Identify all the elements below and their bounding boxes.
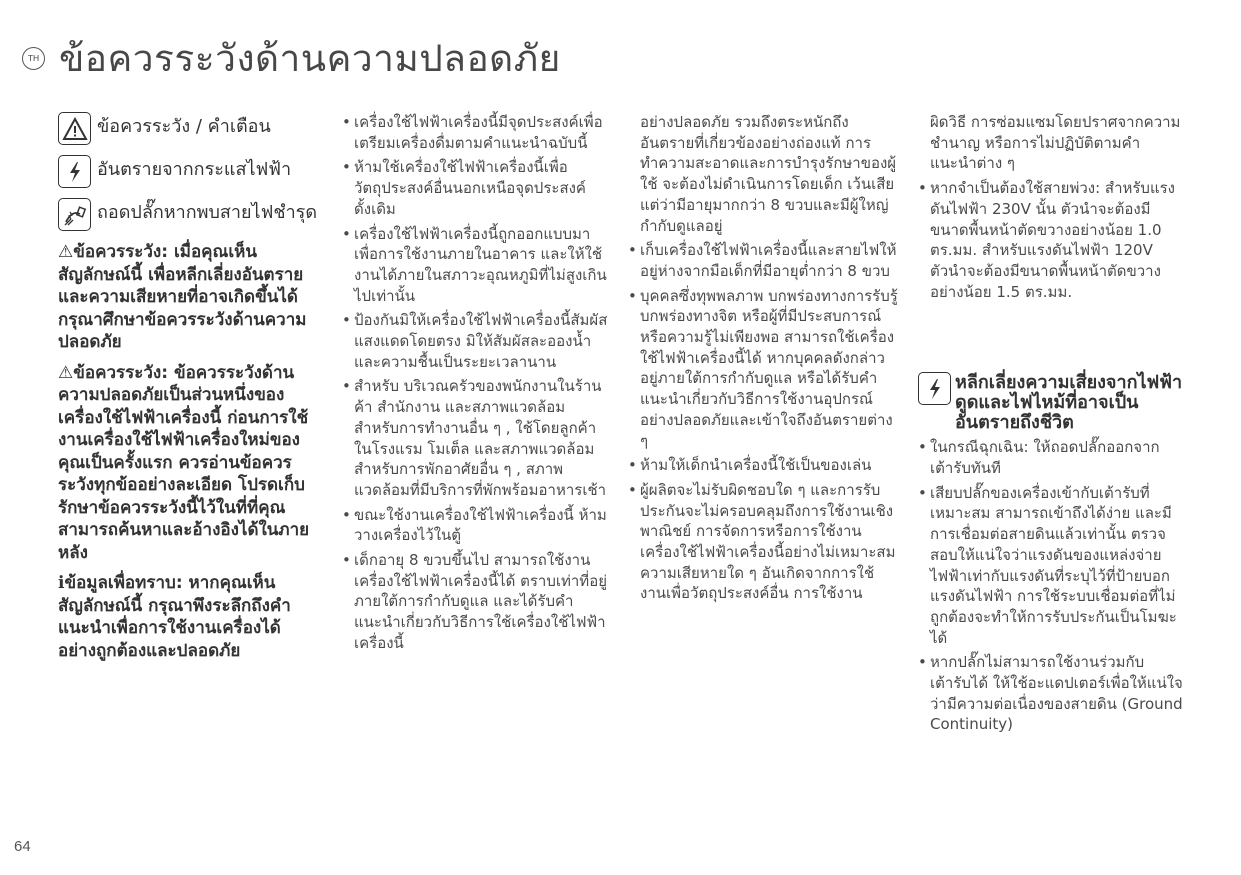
- list-item: • เสียบปลั๊กของเครื่องเข้ากับเต้ารับที่เหมาะสม สามารถเข้าถึงได้ง่าย และมีการเชื่อมต่อสายดินแล้วเท่านั้น ตรวจสอบให้แน่ใจว่าแรงดันของแหล่งจ่ายไฟฟ้าเท่ากับแรงดันที่ระบุไว้ที่ป้ายบอกแรงดันไฟฟ้า การใช้ระบบเชื่อมต่อที่ไม่ถูกต้องจะทำให้การรับประกันเป็นโมฆะได้: [918, 483, 1183, 649]
- electric-bolt-icon: [918, 372, 951, 405]
- electric-bolt-icon: [58, 155, 91, 188]
- column-2: [342, 112, 610, 658]
- list-item: • ป้องกันมิให้เครื่องใช้ไฟฟ้าเครื่องนี้สัมผัสแสงแดดโดยตรง มิให้สัมผัสละอองน้ำและความชื้นเป็นระยะเวลานาน: [342, 310, 610, 372]
- safety-list: [628, 240, 898, 604]
- list-item: • ห้ามให้เด็กนำเครื่องนี้ใช้เป็นของเล่น: [628, 455, 898, 476]
- list-item: • สำหรับ บริเวณครัวของพนักงานในร้านค้า สำนักงาน และสภาพแวดล้อมสำหรับการทำงานอื่น ๆ , ใช้โดยลูกค้าในโรงแรม โมเต็ล และสภาพแวดล้อมสำหรับการพักอาศัยอื่น ๆ , สภาพแวดล้อมที่มีบริการที่พักพร้อมอาหารเช้า: [342, 376, 610, 500]
- page-header: [22, 28, 561, 88]
- safety-list: [918, 178, 1183, 302]
- page-number: 64: [14, 838, 31, 855]
- continued-text: ผิดวิธี การซ่อมแซมโดยปราศจากความชำนาญ หรือการไม่ปฏิบัติตามคำแนะนำต่าง ๆ: [930, 113, 1181, 173]
- list-item: • ห้ามใช้เครื่องใช้ไฟฟ้าเครื่องนี้เพื่อวัตถุประสงค์อื่นนอกเหนือจุดประสงค์ดั้งเดิม: [342, 157, 610, 219]
- legend-item-unplug: [58, 198, 318, 231]
- warning-triangle-icon: [58, 112, 91, 145]
- legend-label: ถอดปลั๊กหากพบสายไฟชำรุด: [97, 202, 318, 223]
- language-badge: TH: [22, 47, 45, 70]
- caution-notice: ⚠ข้อควรระวัง: ข้อควรระวังด้านความปลอดภัยเป็นส่วนหนึ่งของเครื่องใช้ไฟฟ้าเครื่องนี้ ก่อนการใช้งานเครื่องใช้ไฟฟ้าเครื่องใหม่ของคุณเป็นครั้งแรก ควรอ่านข้อควรระวังทุกข้ออย่างละเอียด โปรดเก็บรักษาข้อควรระวังนี้ไว้ในที่ที่คุณสามารถค้นหาและอ้างอิงได้ในภายหลัง: [58, 362, 310, 563]
- legend-label: อันตรายจากกระแสไฟฟ้า: [97, 159, 292, 180]
- list-item: • ในกรณีฉุกเฉิน: ให้ถอดปลั๊กออกจากเต้ารับทันที: [918, 437, 1183, 478]
- continued-text: อย่างปลอดภัย รวมถึงตระหนักถึงอันตรายที่เกี่ยวข้องอย่างถ่องแท้ การทำความสะอาดและการบำรุงรักษาของผู้ใช้ จะต้องไม่ดำเนินการโดยเด็ก เว้นเสียแต่ว่ามีอายุมากกว่า 8 ขวบและมีผู้ใหญ่กำกับดูแลอยู่: [640, 113, 897, 235]
- info-notice: ℹข้อมูลเพื่อทราบ: หากคุณเห็นสัญลักษณ์นี้ กรุณาพึงระลึกถึงคำแนะนำเพื่อการใช้งานเครื่องได้อย่างถูกต้องและปลอดภัย: [58, 573, 291, 661]
- page-title: ข้อควรระวังด้านความปลอดภัย: [59, 36, 561, 80]
- column-3: [628, 112, 898, 608]
- column-4: [918, 112, 1183, 739]
- legend-item-electric: [58, 155, 318, 188]
- damaged-cord-unplug-icon: [58, 198, 91, 231]
- list-item: • หากปลั๊กไม่สามารถใช้งานร่วมกับเต้ารับได้ ให้ใช้อะแดปเตอร์เพื่อให้แน่ใจว่ามีความต่อเนื่องของสายดิน (Ground Continuity): [918, 652, 1183, 735]
- list-item: • เครื่องใช้ไฟฟ้าเครื่องนี้มีจุดประสงค์เพื่อเตรียมเครื่องดื่มตามคำแนะนำฉบับนี้: [342, 112, 610, 153]
- legend-item-warning: [58, 112, 318, 145]
- electric-section-header: [918, 372, 1183, 433]
- legend-label: ข้อควรระวัง / คำเตือน: [97, 116, 271, 137]
- list-item: • ผู้ผลิตจะไม่รับผิดชอบใด ๆ และการรับประกันจะไม่ครอบคลุมถึงการใช้งานเชิงพาณิชย์ การจัดการหรือการใช้งานเครื่องใช้ไฟฟ้าเครื่องนี้อย่างไม่เหมาะสม ความเสียหายใด ๆ อันเกิดจากการใช้งานเพื่อวัตถุประสงค์อื่น การใช้งาน: [628, 480, 898, 604]
- safety-list: [918, 437, 1183, 735]
- column-legend: [58, 112, 318, 670]
- list-item: • ขณะใช้งานเครื่องใช้ไฟฟ้าเครื่องนี้ ห้ามวางเครื่องไว้ในตู้: [342, 505, 610, 546]
- list-item: • เก็บเครื่องใช้ไฟฟ้าเครื่องนี้และสายไฟให้อยู่ห่างจากมือเด็กที่มีอายุต่ำกว่า 8 ขวบ: [628, 240, 898, 281]
- safety-list: [342, 112, 610, 654]
- list-item: • เครื่องใช้ไฟฟ้าเครื่องนี้ถูกออกแบบมาเพื่อการใช้งานภายในอาคาร และให้ใช้งานได้ภายในสภาวะอุณหภูมิที่ไม่สูงเกินไปเท่านั้น: [342, 224, 610, 307]
- list-item: • บุคคลซึ่งทุพพลภาพ บกพร่องทางการรับรู้ บกพร่องทางจิต หรือผู้ที่มีประสบการณ์หรือความรู้ไม่เพียงพอ สามารถใช้เครื่องใช้ไฟฟ้าเครื่องนี้ได้ หากบุคคลดังกล่าวอยู่ภายใต้การกำกับดูแล หรือได้รับคำแนะนำเกี่ยวกับวิธีการใช้งานอุปกรณ์อย่างปลอดภัยและเข้าใจถึงอันตรายต่าง ๆ: [628, 286, 898, 452]
- list-item: • หากจำเป็นต้องใช้สายพ่วง: สำหรับแรงดันไฟฟ้า 230V นั้น ตัวนำจะต้องมีขนาดพื้นหน้าตัดขวางอย่างน้อย 1.0 ตร.มม. สำหรับแรงดันไฟฟ้า 120V ตัวนำจะต้องมีขนาดพื้นหน้าตัดขวางอย่างน้อย 1.5 ตร.มม.: [918, 178, 1183, 302]
- list-item: • เด็กอายุ 8 ขวบขึ้นไป สามารถใช้งานเครื่องใช้ไฟฟ้าเครื่องนี้ได้ ตราบเท่าที่อยู่ภายใต้การกำกับดูแล และได้รับคำแนะนำเกี่ยวกับวิธีการใช้เครื่องใช้ไฟฟ้าเครื่องนี้: [342, 550, 610, 654]
- section-title: หลีกเลี่ยงความเสี่ยงจากไฟฟ้าดูดและไฟไหม้ที่อาจเป็นอันตรายถึงชีวิต: [955, 372, 1183, 434]
- caution-notice: ⚠ข้อควรระวัง: เมื่อคุณเห็นสัญลักษณ์นี้ เพื่อหลีกเลี่ยงอันตรายและความเสียหายที่อาจเกิดขึ้นได้ กรุณาศึกษาข้อควรระวังด้านความปลอดภัย: [58, 242, 307, 352]
